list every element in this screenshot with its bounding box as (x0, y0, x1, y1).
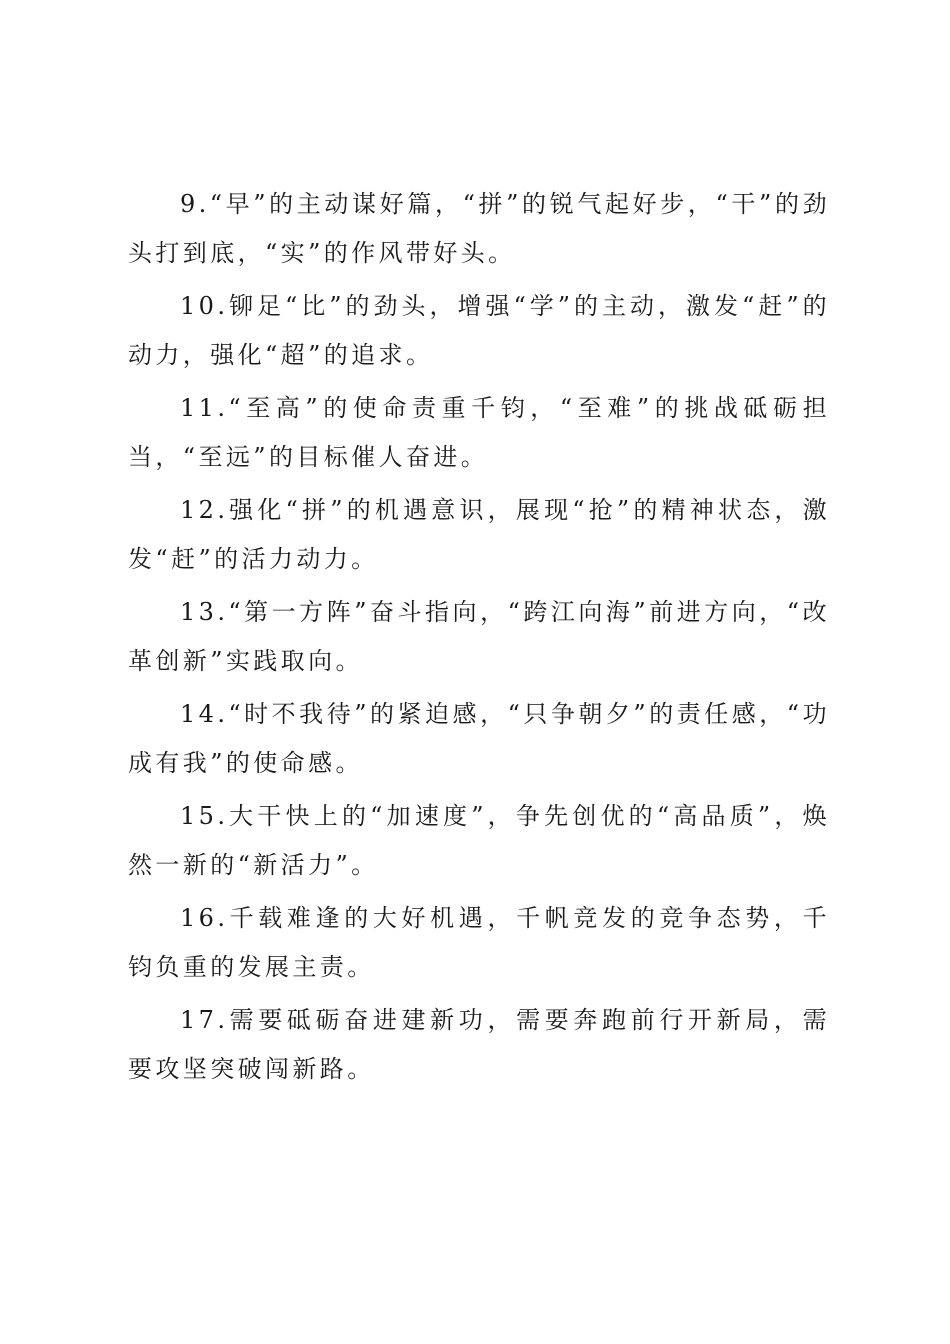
paragraph-11: 11.“至高”的使命责重千钧，“至难”的挑战砥砺担当，“至远”的目标催人奋进。 (128, 394, 830, 471)
paragraph-10: 10.铆足“比”的劲头，增强“学”的主动，激发“赶”的动力，强化“超”的追求。 (128, 292, 830, 369)
paragraph-14: 14.“时不我待”的紧迫感，“只争朝夕”的责任感，“功成有我”的使命感。 (128, 700, 830, 777)
paragraph-9: 9.“早”的主动谋好篇，“拼”的锐气起好步，“干”的劲头打到底，“实”的作风带好头。 (128, 190, 830, 267)
paragraph-12: 12.强化“拼”的机遇意识，展现“抢”的精神状态，激发“赶”的活力动力。 (128, 496, 830, 573)
paragraph-16: 16.千载难逢的大好机遇，千帆竞发的竞争态势，千钧负重的发展主责。 (128, 904, 830, 981)
paragraph-15: 15.大干快上的“加速度”，争先创优的“高品质”，焕然一新的“新活力”。 (128, 802, 830, 879)
document-body (128, 180, 830, 1098)
paragraph-17: 17.需要砥砺奋进建新功，需要奔跑前行开新局，需要攻坚突破闯新路。 (128, 1006, 830, 1083)
paragraph-13: 13.“第一方阵”奋斗指向，“跨江向海”前进方向，“改革创新”实践取向。 (128, 598, 830, 675)
